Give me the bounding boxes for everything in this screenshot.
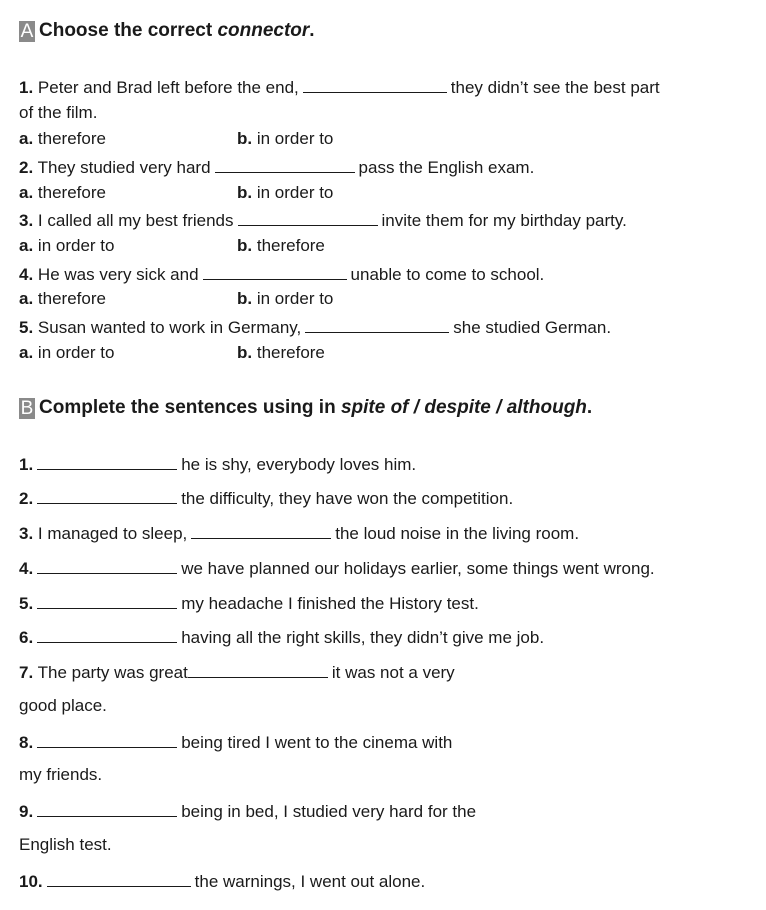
question-text-post: unable to come to school. [350, 265, 545, 284]
question-b9-continuation: English test. [19, 835, 112, 854]
section-a-title-post: . [309, 20, 315, 41]
answer-blank[interactable] [47, 870, 191, 887]
options-a5 [19, 343, 114, 363]
question-a1-continuation: of the film. [19, 103, 98, 122]
option-a-text[interactable]: in order to [37, 236, 115, 255]
question-b5 [19, 592, 479, 614]
section-b-heading [19, 398, 592, 419]
answer-blank[interactable] [203, 263, 347, 280]
answer-blank[interactable] [37, 626, 177, 643]
question-text-pre: Susan wanted to work in Germany, [37, 318, 302, 337]
question-a5 [19, 316, 611, 338]
option-a-text[interactable]: therefore [37, 183, 106, 202]
section-b-title-pre: Complete the sentences using in [39, 397, 341, 418]
question-number: 8. [19, 733, 34, 752]
option-a-label: a. [19, 343, 34, 362]
question-text-pre: I managed to sleep, [37, 524, 188, 543]
question-b9 [19, 800, 476, 822]
option-a-text[interactable]: therefore [37, 129, 106, 148]
section-a-title-pre: Choose the correct [39, 20, 218, 41]
question-text-pre: I called all my best friends [37, 211, 234, 230]
question-number: 2. [19, 489, 34, 508]
option-a-text[interactable]: in order to [37, 343, 115, 362]
question-text-post: the difficulty, they have won the competition. [181, 489, 514, 508]
question-text-post: my headache I finished the History test. [181, 594, 479, 613]
question-number: 4. [19, 265, 34, 284]
options-a4 [19, 289, 106, 309]
question-text-post: she studied German. [453, 318, 612, 337]
question-text-pre: The party was great [37, 663, 188, 682]
options-a2-b [237, 183, 333, 203]
option-b-text[interactable]: in order to [256, 289, 334, 308]
question-text-post: he is shy, everybody loves him. [181, 455, 417, 474]
question-number: 7. [19, 663, 34, 682]
answer-blank[interactable] [303, 76, 447, 93]
question-number: 10. [19, 872, 43, 891]
option-b-label: b. [237, 236, 253, 255]
question-text-post: the warnings, I went out alone. [194, 872, 426, 891]
options-a1 [19, 129, 106, 149]
question-text-pre: He was very sick and [37, 265, 199, 284]
question-number: 3. [19, 211, 34, 230]
answer-blank[interactable] [215, 156, 355, 173]
question-number: 2. [19, 158, 34, 177]
section-b-badge: B [20, 398, 34, 419]
answer-blank[interactable] [191, 522, 331, 539]
option-b-text[interactable]: therefore [256, 343, 325, 362]
question-number: 6. [19, 628, 34, 647]
question-text-post: being in bed, I studied very hard for the [181, 802, 477, 821]
question-text-post: invite them for my birthday party. [381, 211, 627, 230]
option-b-text[interactable]: therefore [256, 236, 325, 255]
question-b4 [19, 557, 655, 579]
question-text-post: being tired I went to the cinema with [181, 733, 453, 752]
question-text-pre: They studied very hard [37, 158, 211, 177]
question-text-post: the loud noise in the living room. [335, 524, 580, 543]
question-b10 [19, 870, 425, 892]
answer-blank[interactable] [305, 316, 449, 333]
question-b3 [19, 522, 579, 544]
answer-blank[interactable] [37, 800, 177, 817]
question-text-post: we have planned our holidays earlier, some things went wrong. [181, 559, 655, 578]
options-a4-b [237, 289, 333, 309]
options-a3-b [237, 236, 325, 256]
options-a2 [19, 183, 106, 203]
question-number: 3. [19, 524, 34, 543]
question-b2 [19, 487, 513, 509]
option-b-label: b. [237, 129, 253, 148]
question-number: 4. [19, 559, 34, 578]
question-text-pre: Peter and Brad left before the end, [37, 78, 299, 97]
option-b-text[interactable]: in order to [256, 183, 334, 202]
question-number: 5. [19, 594, 34, 613]
question-b1 [19, 453, 416, 475]
question-a2 [19, 156, 534, 178]
section-a-heading [19, 21, 315, 42]
question-text-post: having all the right skills, they didn’t give me job. [181, 628, 545, 647]
option-a-label: a. [19, 183, 34, 202]
answer-blank[interactable] [37, 453, 177, 470]
option-a-label: a. [19, 289, 34, 308]
options-a5-b [237, 343, 325, 363]
question-b8-continuation: my friends. [19, 765, 103, 784]
option-b-label: b. [237, 289, 253, 308]
question-number: 1. [19, 455, 34, 474]
option-a-label: a. [19, 236, 34, 255]
question-b8 [19, 731, 452, 753]
section-b-title-em: spite of / despite / although [340, 397, 587, 418]
question-a1 [19, 76, 660, 98]
options-a1-b [237, 129, 333, 149]
answer-blank[interactable] [188, 661, 328, 678]
section-a-badge: A [20, 21, 34, 42]
option-a-text[interactable]: therefore [37, 289, 106, 308]
question-a4 [19, 263, 544, 285]
option-b-text[interactable]: in order to [256, 129, 334, 148]
question-text-post: it was not a very [331, 663, 455, 682]
question-a3 [19, 209, 627, 231]
answer-blank[interactable] [238, 209, 378, 226]
question-b7 [19, 661, 455, 683]
answer-blank[interactable] [37, 731, 177, 748]
question-text-post: pass the English exam. [358, 158, 535, 177]
question-number: 5. [19, 318, 34, 337]
section-a-title-em: connector [217, 20, 310, 41]
question-text-post: they didn’t see the best part [450, 78, 660, 97]
option-b-label: b. [237, 183, 253, 202]
answer-blank[interactable] [37, 592, 177, 609]
section-b-title-post: . [586, 397, 593, 418]
question-b6 [19, 626, 544, 648]
answer-blank[interactable] [37, 557, 177, 574]
option-b-label: b. [237, 343, 253, 362]
question-number: 9. [19, 802, 34, 821]
question-number: 1. [19, 78, 34, 97]
options-a3 [19, 236, 114, 256]
answer-blank[interactable] [37, 487, 177, 504]
question-b7-continuation: good place. [19, 696, 107, 715]
option-a-label: a. [19, 129, 34, 148]
